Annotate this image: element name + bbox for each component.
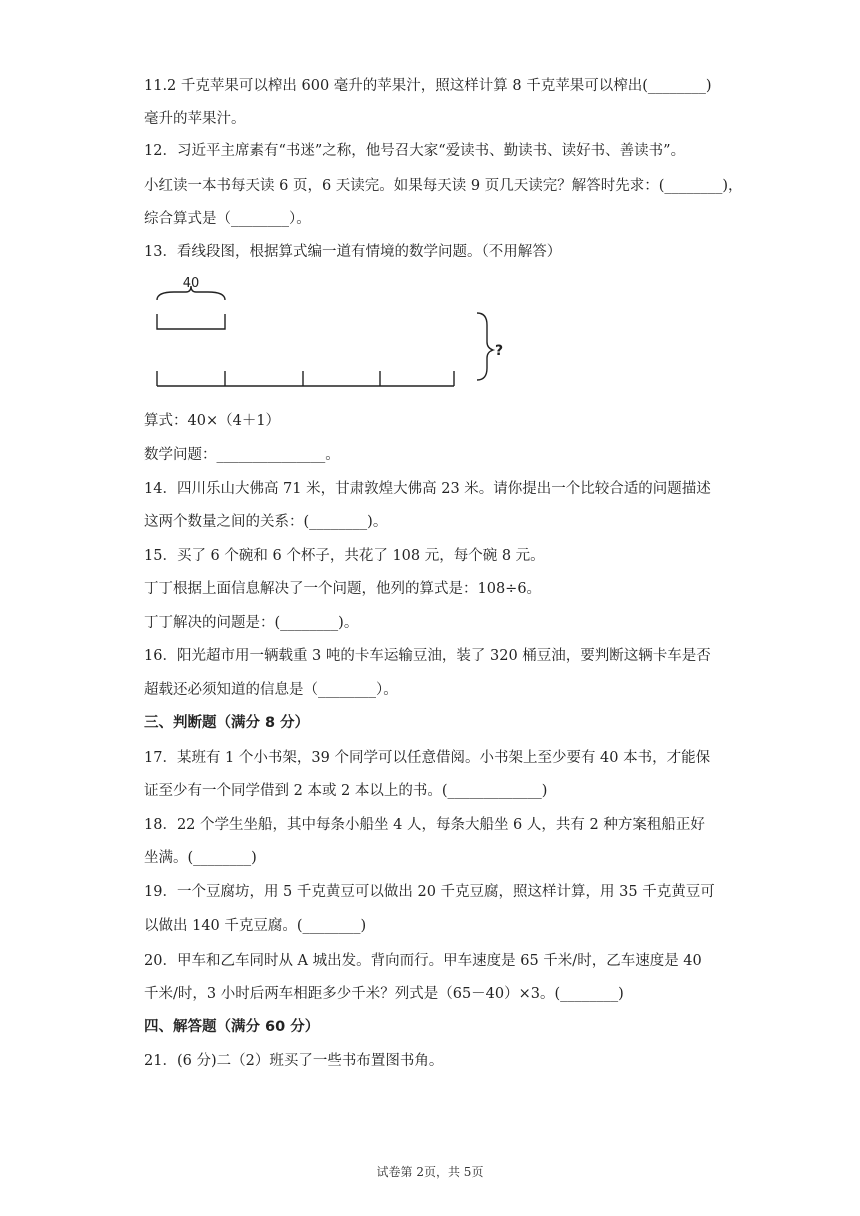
line-15c: 丁丁解决的问题是：(________)。: [144, 615, 359, 631]
line-12c: 综合算式是（________）。: [144, 211, 311, 227]
question-mark: ?: [495, 343, 504, 359]
top-brace: [157, 286, 225, 300]
segment-label: 40: [182, 276, 200, 291]
line-18a: 18．22 个学生坐船，其中每条小船坐 4 人，每条大船坐 6 人，共有 2 种方案租船正好: [144, 817, 705, 833]
line-20a: 20．甲车和乙车同时从 A 城出发。背向而行。甲车速度是 65 千米/时，乙车速度是 40: [144, 953, 702, 969]
line-19b: 以做出 140 千克豆腐。(________): [144, 918, 367, 934]
line-17b: 证至少有一个同学借到 2 本或 2 本以上的书。(_____________): [144, 783, 548, 799]
line-13a: 13．看线段图，根据算式编一道有情境的数学问题。（不用解答）: [144, 244, 562, 260]
line-11a: 11.2 千克苹果可以榨出 600 毫升的苹果汁，照这样计算 8 千克苹果可以榨出(________): [144, 78, 712, 94]
line-14a: 14．四川乐山大佛高 71 米，甘肃敦煌大佛高 23 米。请你提出一个比较合适的问题描述: [144, 481, 711, 497]
line-15a: 15．买了 6 个碗和 6 个杯子，共花了 108 元，每个碗 8 元。: [144, 548, 545, 564]
line-19a: 19．一个豆腐坊，用 5 千克黄豆可以做出 20 千克豆腐，照这样计算，用 35 千克黄豆可: [144, 884, 715, 900]
right-brace: [477, 313, 493, 380]
line-16a: 16．阳光超市用一辆载重 3 吨的卡车运输豆油，装了 320 桶豆油，要判断这辆卡车是否: [144, 648, 711, 664]
line-17a: 17．某班有 1 个小书架，39 个同学可以任意借阅。小书架上至少要有 40 本书，才能保: [144, 750, 711, 766]
line-15b: 丁丁根据上面信息解决了一个问题，他列的算式是：108÷6。: [144, 581, 542, 597]
line-12a: 12．习近平主席素有“书迷”之称，他号召大家“爱读书、勤读书、读好书、善读书”。: [144, 143, 686, 159]
line-11b: 毫升的苹果汁。: [144, 111, 246, 127]
line-20b: 千米/时，3 小时后两车相距多少千米？列式是（65－40）×3。(________): [144, 986, 624, 1002]
line-13-question: 数学问题：_______________。: [144, 447, 340, 463]
section-heading-4: 四、解答题（满分 60 分）: [144, 1019, 320, 1035]
line-segment-diagram: [144, 270, 504, 395]
unit-segment: [157, 314, 225, 329]
line-14b: 这两个数量之间的关系：(________)。: [144, 514, 388, 530]
section-heading-3: 三、判断题（满分 8 分）: [144, 715, 310, 731]
line-16b: 超载还必须知道的信息是（________）。: [144, 682, 398, 698]
line-21: 21．(6 分)二（2）班买了一些书布置图书角。: [144, 1053, 444, 1069]
line-18b: 坐满。(________): [144, 850, 257, 866]
line-12b: 小红读一本书每天读 6 页，6 天读完。如果每天读 9 页几天读完？解答时先求：(________)，: [144, 178, 743, 194]
line-13-formula: 算式：40×（4＋1）: [144, 413, 281, 429]
page-footer: 试卷第 2页，共 5页: [376, 1165, 484, 1179]
